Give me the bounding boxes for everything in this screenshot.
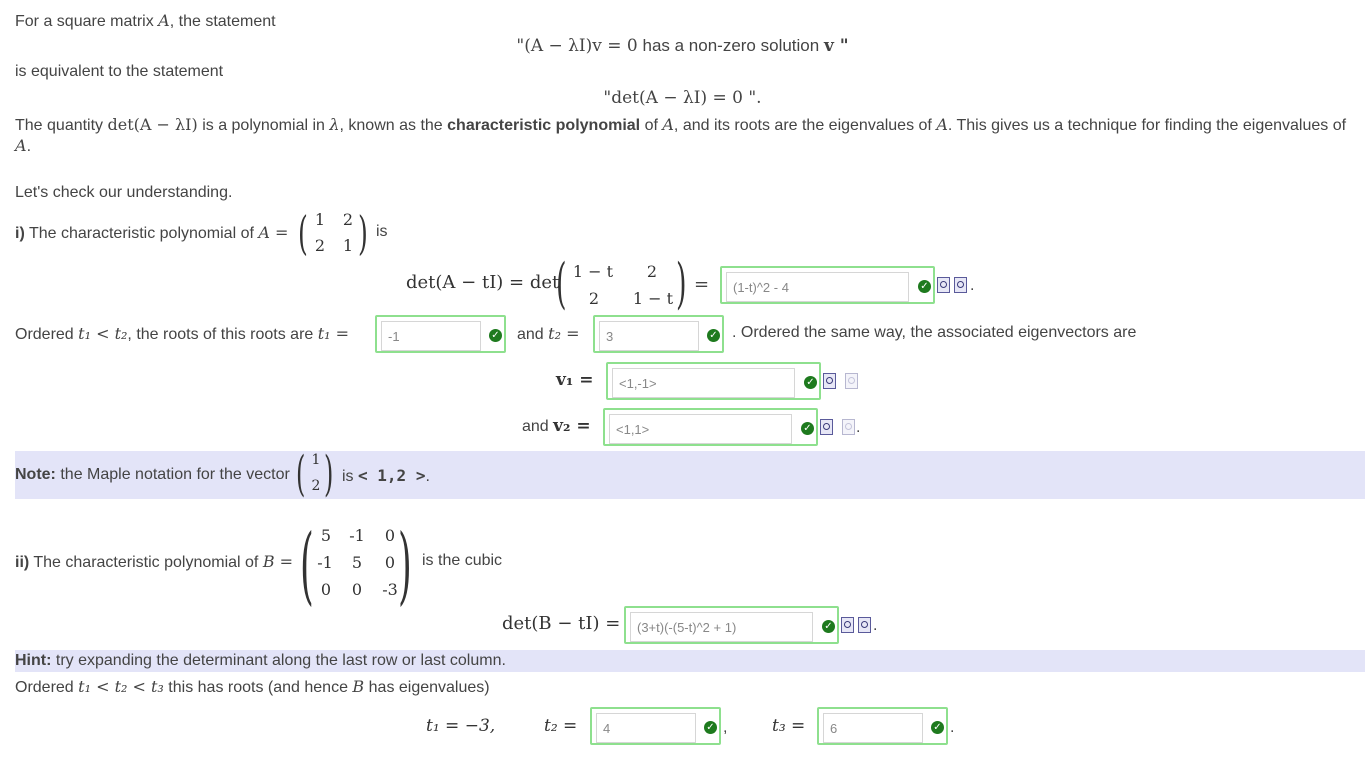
- part2-question: [15, 552, 293, 572]
- period: .: [970, 277, 975, 294]
- math-expression: det(A − λI): [107, 115, 198, 134]
- check-circle-icon: ✓: [822, 620, 835, 633]
- left-paren: (: [300, 516, 314, 614]
- matrix-cell: 1 − t: [572, 262, 614, 281]
- v2-answer-input[interactable]: [609, 414, 792, 444]
- check-circle-icon: ✓: [801, 422, 814, 435]
- hint-label: Hint:: [15, 652, 52, 669]
- hint-body: try expanding the determinant along the last row or last column.: [55, 652, 506, 669]
- matrix-cell: -3: [382, 580, 398, 599]
- question-text: Ordered: [15, 679, 74, 696]
- v1-answer-field: [606, 362, 821, 400]
- left-paren: (: [556, 252, 567, 315]
- math-var: A: [15, 136, 27, 155]
- intro-text: , the statement: [169, 13, 276, 30]
- check-circle-icon: ✓: [918, 280, 931, 293]
- preview-icon[interactable]: [820, 419, 833, 435]
- matrix-cell: 2: [342, 210, 354, 229]
- t2-label: t₂ =: [544, 716, 578, 736]
- math-var: A =: [258, 223, 289, 242]
- statement-1: [0, 36, 1365, 56]
- para-text: , known as the: [339, 117, 443, 134]
- math-var: A: [158, 11, 170, 30]
- para-text: , and its roots are the eigenvalues of: [673, 117, 932, 134]
- det-expression: det(B − tI) =: [502, 613, 621, 634]
- matrix-cell: 0: [384, 526, 396, 545]
- left-paren: (: [296, 446, 306, 502]
- right-paren: ): [676, 252, 687, 315]
- roots-text: , the roots of this roots are: [127, 326, 314, 343]
- period: .: [425, 468, 430, 485]
- t2-eigen-answer-field: [590, 707, 721, 745]
- t3-label: t₃ =: [772, 716, 806, 736]
- right-paren: ): [398, 516, 412, 614]
- para-text: is a polynomial in: [202, 117, 325, 134]
- maple-syntax-icon[interactable]: [842, 419, 855, 435]
- v1-label: v₁ =: [556, 370, 594, 390]
- check-circle-icon: ✓: [489, 329, 502, 342]
- check-circle-icon: ✓: [804, 376, 817, 389]
- math-expression: "det(A − λI) = 0 ".: [603, 88, 762, 108]
- matrix-cell: 5: [320, 526, 332, 545]
- t3-answer-input[interactable]: [823, 713, 923, 743]
- v2-answer-field: [603, 408, 818, 446]
- vector-cell: 2: [311, 478, 321, 494]
- math-var: A: [936, 115, 948, 134]
- check-understanding-line: Let's check our understanding.: [15, 184, 233, 201]
- roots-line: [15, 324, 349, 344]
- matrix-cell: 0: [320, 580, 332, 599]
- roots-text: Ordered: [15, 326, 74, 343]
- matrix-cell: 0: [384, 553, 396, 572]
- equals-sign: =: [694, 274, 710, 295]
- para-text: . This gives us a technique for finding the eigenvalues of: [947, 117, 1347, 134]
- math-var: A: [662, 115, 674, 134]
- matrix-cell: 1: [314, 210, 326, 229]
- right-paren: ): [324, 446, 334, 502]
- statement-text: has a non-zero solution: [642, 36, 820, 55]
- poly-answer-input[interactable]: [726, 272, 909, 302]
- left-paren: (: [298, 206, 308, 260]
- matrix-cell: 5: [351, 553, 363, 572]
- t1-answer-field: [375, 315, 506, 353]
- part-label: i): [15, 225, 25, 242]
- check-circle-icon: ✓: [931, 721, 944, 734]
- intro-line-2: is equivalent to the statement: [15, 63, 224, 80]
- math-expression: "(A − λI)v = 0: [516, 36, 638, 56]
- t3-answer-field: [817, 707, 948, 745]
- comma: ,: [723, 719, 728, 736]
- part3-question: [15, 677, 490, 697]
- note-maple: [342, 466, 430, 486]
- preview-icon[interactable]: [937, 277, 950, 293]
- t2-label: [517, 324, 580, 344]
- intro-paragraph-end: [15, 136, 31, 156]
- question-text: this has roots (and hence: [168, 679, 348, 696]
- matrix-cell: 2: [646, 262, 658, 281]
- check-circle-icon: ✓: [704, 721, 717, 734]
- intro-line-1: [15, 11, 276, 31]
- and-text: and: [522, 418, 549, 435]
- matrix-cell: 2: [588, 289, 600, 308]
- t2-answer-field: [593, 315, 724, 353]
- period: .: [873, 617, 878, 634]
- math-var: B =: [262, 552, 294, 571]
- question-text: The characteristic polynomial of: [33, 554, 259, 571]
- matrix-cell: -1: [317, 553, 333, 572]
- math-expression: v₂ =: [553, 416, 591, 436]
- hint-text: [15, 652, 506, 670]
- t2-answer-input[interactable]: [599, 321, 699, 351]
- term-characteristic-polynomial: characteristic polynomial: [447, 117, 641, 134]
- math-expression: t₂ =: [548, 324, 580, 343]
- t1-answer-input[interactable]: [381, 321, 481, 351]
- roots-text: . Ordered the same way, the associated eigenvectors are: [732, 324, 1137, 341]
- check-circle-icon: ✓: [707, 329, 720, 342]
- intro-paragraph: [15, 115, 1346, 135]
- para-text: .: [26, 138, 32, 155]
- question-text: is: [376, 223, 388, 240]
- maple-syntax-icon[interactable]: [858, 617, 871, 633]
- period: .: [950, 719, 955, 736]
- v2-label: [522, 416, 591, 436]
- matrix-cell: 1 − t: [632, 289, 674, 308]
- question-text: is the cubic: [422, 552, 503, 569]
- para-text: The quantity: [15, 117, 104, 134]
- period: .: [856, 419, 861, 436]
- matrix-cell: 1: [342, 236, 354, 255]
- and-text: and: [517, 326, 544, 343]
- math-expression: t₁ < t₂: [78, 324, 128, 343]
- maple-syntax-icon[interactable]: [845, 373, 858, 389]
- maple-code: < 1,2 >: [358, 466, 426, 485]
- cubic-answer-input[interactable]: [630, 612, 813, 642]
- cubic-answer-field: [624, 606, 839, 644]
- question-text: has eigenvalues): [368, 679, 490, 696]
- det-expression: det(A − tI) = det: [406, 272, 560, 293]
- math-var: B: [352, 677, 365, 696]
- math-expression: t₁ < t₂ < t₃: [78, 677, 164, 696]
- note-text-a: the Maple notation for the vector: [60, 466, 290, 483]
- preview-icon[interactable]: [841, 617, 854, 633]
- question-text: The characteristic polynomial of: [28, 225, 254, 242]
- math-expression: v ": [823, 36, 849, 56]
- part1-question: [15, 223, 288, 243]
- matrix-cell: 0: [351, 580, 363, 599]
- v1-answer-input[interactable]: [612, 368, 795, 398]
- right-paren: ): [358, 206, 368, 260]
- vector-cell: 1: [311, 452, 321, 468]
- preview-icon[interactable]: [823, 373, 836, 389]
- intro-text: For a square matrix: [15, 13, 154, 30]
- t1-given: t₁ = −3,: [426, 716, 496, 736]
- matrix-cell: -1: [349, 526, 365, 545]
- matrix-cell: 2: [314, 236, 326, 255]
- note-text: [15, 466, 290, 484]
- part-label: ii): [15, 554, 30, 571]
- math-expression: t₁ =: [317, 324, 350, 343]
- statement-2: [0, 88, 1365, 108]
- t2-eigen-answer-input[interactable]: [596, 713, 696, 743]
- math-var: λ: [329, 115, 340, 134]
- note-text-b: is: [342, 468, 354, 485]
- note-label: Note:: [15, 466, 56, 483]
- poly-answer-field: [720, 266, 935, 304]
- maple-syntax-icon[interactable]: [954, 277, 967, 293]
- para-text: of: [644, 117, 658, 134]
